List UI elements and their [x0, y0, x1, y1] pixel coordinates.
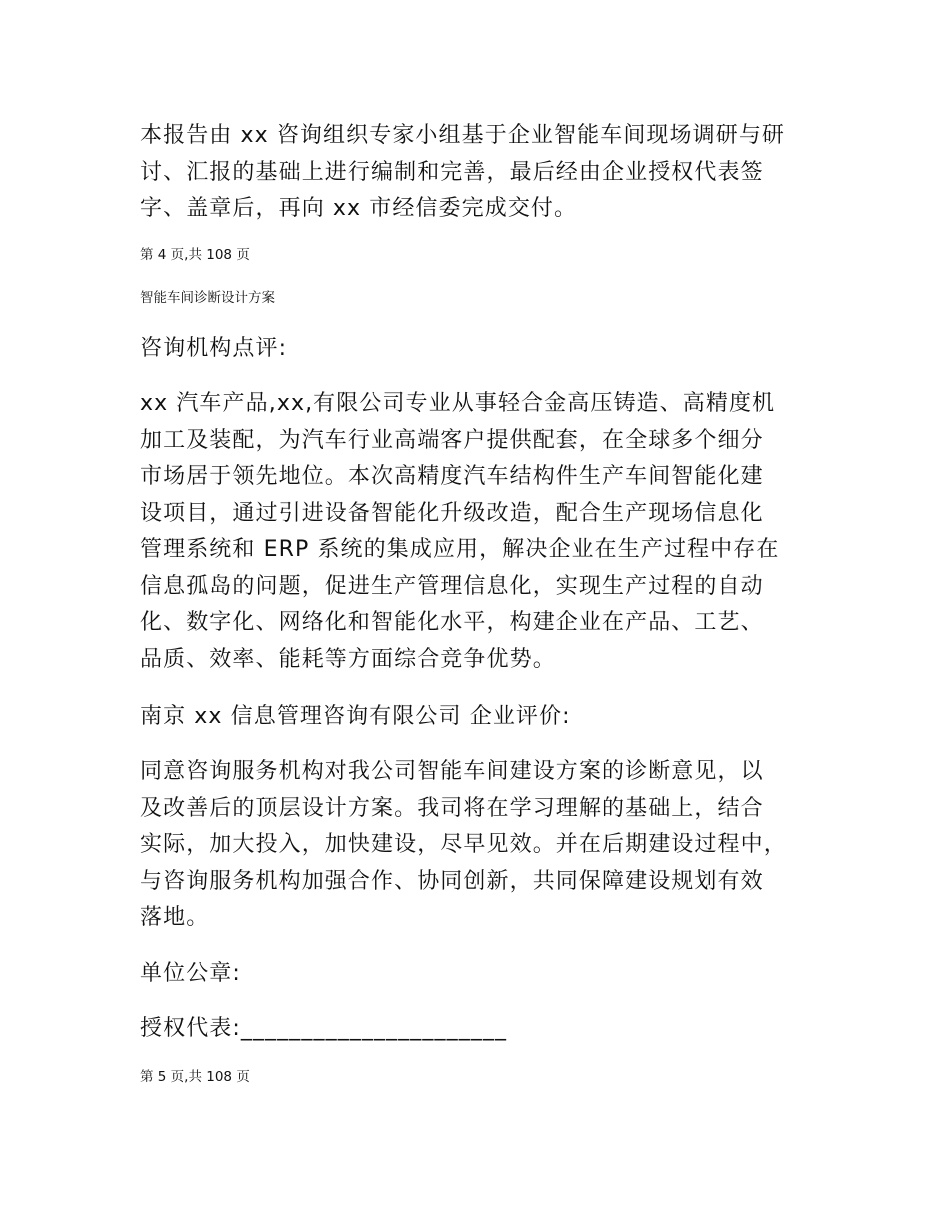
text-line: 管理系统和 ERP 系统的集成应用，解决企业在生产过程中存在 [140, 537, 780, 562]
review-heading: 咨询机构点评: [140, 336, 288, 361]
text-line: 市场居于领先地位。本次高精度汽车结构件生产车间智能化建 [140, 464, 764, 489]
text-line: 设项目，通过引进设备智能化升级改造，配合生产现场信息化 [140, 500, 764, 526]
page-footer: 第 5 页,共 108 页 [140, 1069, 250, 1085]
intro-paragraph [140, 118, 830, 228]
text-line: 与咨询服务机构加强合作、协同创新，共同保障建设规划有效 [140, 868, 764, 894]
text-line: 及改善后的顶层设计方案。我司将在学习理解的基础上，结合 [140, 795, 764, 821]
text-line: 字、盖章后，再向 xx 市经信委完成交付。 [140, 196, 578, 221]
text-line: 实际，加大投入，加快建设，尽早见效。并在后期建设过程中， [140, 832, 787, 857]
text-line: 落地。 [140, 905, 210, 930]
text-line: 品质、效率、能耗等方面综合竞争优势。 [140, 646, 556, 672]
consultant-line: 南京 xx 信息管理咨询有限公司 企业评价: [140, 704, 571, 729]
seal-label: 单位公章: [140, 961, 241, 986]
text-line: 加工及装配，为汽车行业高端客户提供配套，在全球多个细分 [140, 427, 764, 453]
page-footer: 第 4 页,共 108 页 [140, 247, 250, 263]
text-line: xx 汽车产品,xx,有限公司专业从事轻合金高压铸造、高精度机 [140, 391, 776, 416]
evaluation-paragraph [140, 754, 830, 937]
authorized-representative-line: 授权代表:______________________ [140, 1016, 508, 1041]
text-line: 同意咨询服务机构对我公司智能车间建设方案的诊断意见，以 [140, 759, 764, 784]
review-paragraph [140, 386, 830, 678]
text-line: 讨、汇报的基础上进行编制和完善，最后经由企业授权代表签 [140, 159, 764, 185]
text-line: 信息孤岛的问题，促进生产管理信息化，实现生产过程的自动 [140, 573, 764, 599]
text-line: 本报告由 xx 咨询组织专家小组基于企业智能车间现场调研与研 [140, 123, 786, 148]
page-header-title: 智能车间诊断设计方案 [140, 290, 275, 306]
text-line: 化、数字化、网络化和智能化水平，构建企业在产品、工艺、 [140, 610, 764, 635]
